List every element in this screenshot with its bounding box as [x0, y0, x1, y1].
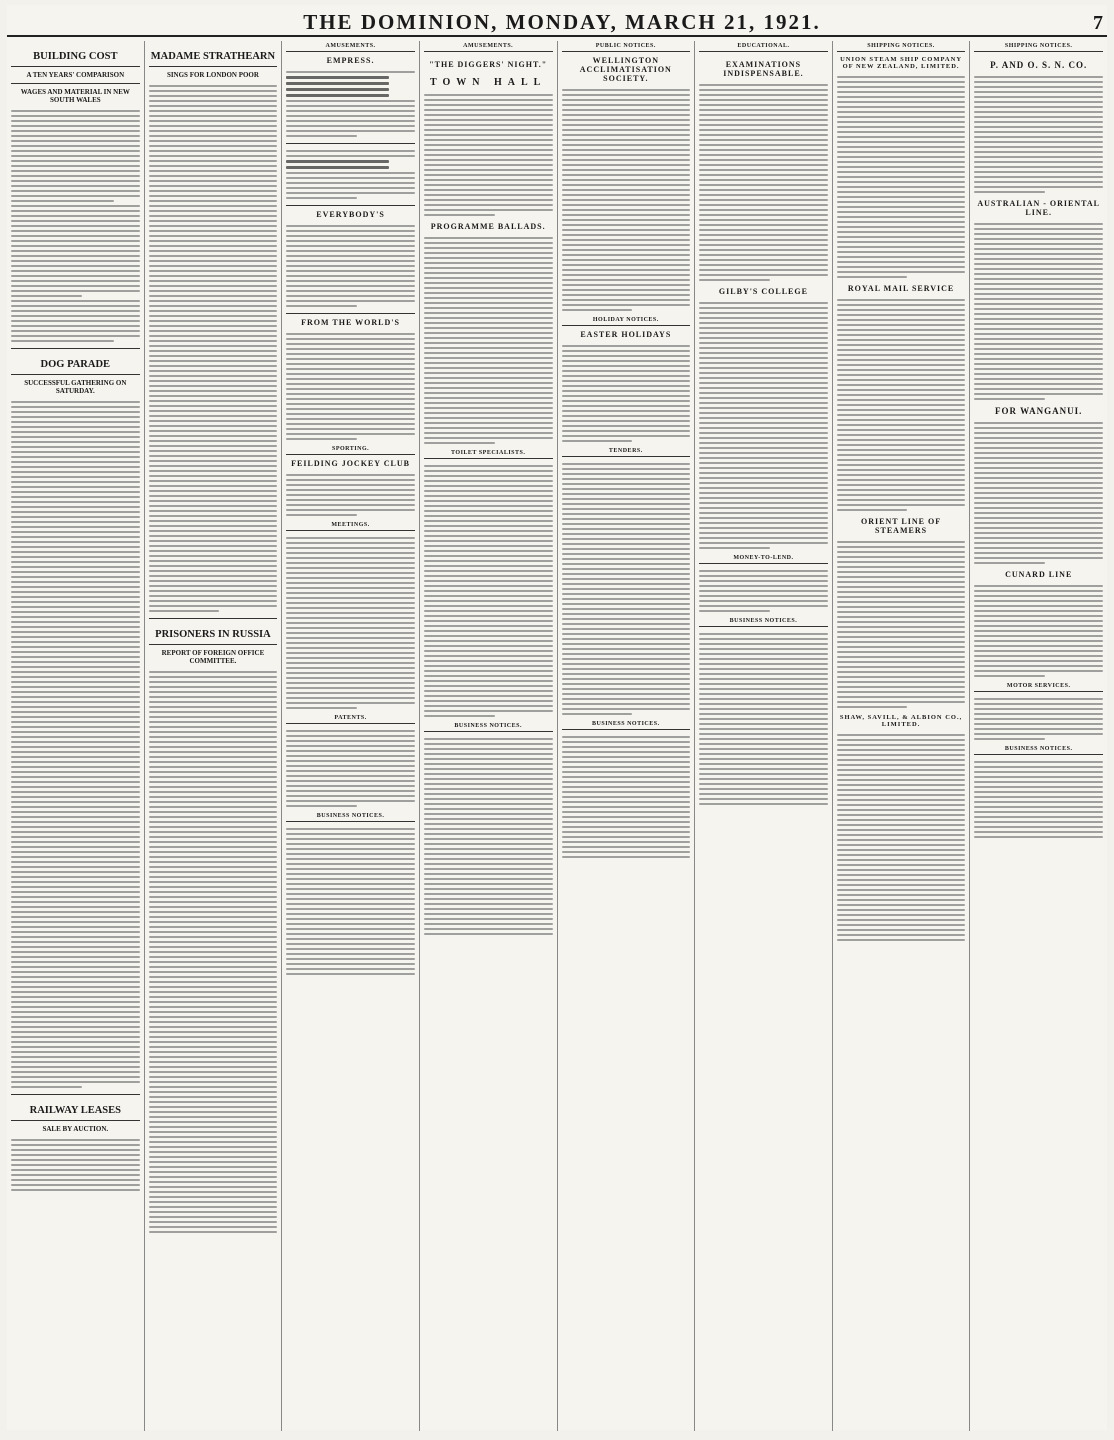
- masthead: [7, 5, 1107, 37]
- columns: [7, 41, 1107, 1431]
- column-6: [695, 41, 833, 1431]
- section-head-business-8: BUSINESS NOTICES.: [974, 746, 1103, 755]
- column-5: [558, 41, 696, 1431]
- subhead-auction: SALE BY AUCTION.: [42, 1125, 109, 1133]
- section-head-amusements-2: AMUSEMENTS.: [424, 43, 553, 52]
- section-head-holiday: HOLIDAY NOTICES.: [562, 317, 691, 326]
- section-head-shipping-2: SHIPPING NOTICES.: [974, 43, 1103, 52]
- newspaper-page: [7, 5, 1107, 1430]
- section-head-money: MONEY-TO-LEND.: [699, 555, 828, 564]
- ad-examinations: EXAMINATIONS INDISPENSABLE.: [723, 60, 804, 78]
- subhead-comparison: A TEN YEARS' COMPARISON: [26, 71, 125, 79]
- section-head-meetings: MEETINGS.: [286, 522, 415, 531]
- section-head-business-6: BUSINESS NOTICES.: [699, 618, 828, 627]
- ad-acclimatisation: WELLINGTON ACCLIMATISATION SOCIETY.: [579, 56, 672, 83]
- section-head-business-5: BUSINESS NOTICES.: [562, 721, 691, 730]
- section-head-amusements: AMUSEMENTS.: [286, 43, 415, 52]
- headline-building-cost: BUILDING COST: [33, 51, 118, 62]
- subhead-foreign-office: REPORT OF FOREIGN OFFICE COMMITTEE.: [161, 649, 265, 665]
- column-2: [145, 41, 283, 1431]
- column-8: [970, 41, 1107, 1431]
- ad-feilding-jockey: FEILDING JOCKEY CLUB: [291, 459, 410, 468]
- ad-everybodys: EVERYBODY'S: [316, 210, 385, 219]
- ad-diggers-night: "THE DIGGERS' NIGHT.": [429, 60, 548, 69]
- section-head-business-3: BUSINESS NOTICES.: [286, 813, 415, 822]
- section-head-business-4: BUSINESS NOTICES.: [424, 723, 553, 732]
- ad-australian-oriental: AUSTRALIAN - ORIENTAL LINE.: [977, 199, 1101, 217]
- column-1: [7, 41, 145, 1431]
- newspaper-title: THE DOMINION, MONDAY, MARCH 21, 1921.: [303, 10, 821, 34]
- ad-worlds: FROM THE WORLD'S: [301, 318, 400, 327]
- headline-dog-parade: DOG PARADE: [40, 359, 111, 370]
- column-7: [833, 41, 971, 1431]
- article-body: [11, 110, 140, 342]
- ad-royal-mail: ROYAL MAIL SERVICE: [847, 284, 955, 293]
- ad-cunard: CUNARD LINE: [1005, 570, 1073, 579]
- ad-shaw-savill: SHAW, SAVILL, & ALBION CO., LIMITED.: [839, 714, 963, 728]
- page-number: 7: [1093, 12, 1103, 34]
- ad-for-wanganui: FOR WANGANUI.: [995, 406, 1083, 416]
- headline-prisoners-russia: PRISONERS IN RUSSIA: [155, 629, 271, 640]
- ad-p-and-o: P. AND O. S. N. CO.: [990, 60, 1088, 70]
- subhead-london-poor: SINGS FOR LONDON POOR: [166, 71, 259, 79]
- ad-empress: EMPRESS.: [326, 56, 375, 65]
- section-head-educational: EDUCATIONAL.: [699, 43, 828, 52]
- section-head-tenders: TENDERS.: [562, 448, 691, 457]
- subhead-gathering: SUCCESSFUL GATHERING ON SATURDAY.: [24, 379, 127, 395]
- ad-town-hall: TOWN HALL: [430, 77, 547, 88]
- section-head-motor: MOTOR SERVICES.: [974, 683, 1103, 692]
- headline-strathearn: MADAME STRATHEARN: [150, 51, 276, 62]
- ad-gilbys-college: GILBY'S COLLEGE: [718, 287, 808, 296]
- section-head-patents: PATENTS.: [286, 715, 415, 724]
- ad-programme: PROGRAMME BALLADS.: [430, 222, 546, 231]
- column-4: [420, 41, 558, 1431]
- ad-easter-holidays: EASTER HOLIDAYS: [580, 330, 672, 339]
- section-head-toilet: TOILET SPECIALISTS.: [424, 450, 553, 459]
- section-head-sporting: SPORTING.: [286, 446, 415, 455]
- subhead-wages: WAGES AND MATERIAL IN NEW SOUTH WALES: [20, 88, 130, 104]
- section-head-public-notices: PUBLIC NOTICES.: [562, 43, 691, 52]
- ad-union-steam: UNION STEAM SHIP COMPANY OF NEW ZEALAND, LIMITED.: [840, 56, 963, 70]
- ad-orient-line: ORIENT LINE OF STEAMERS: [861, 517, 942, 535]
- section-head-shipping: SHIPPING NOTICES.: [837, 43, 966, 52]
- headline-railway-leases: RAILWAY LEASES: [29, 1105, 121, 1116]
- column-3: [282, 41, 420, 1431]
